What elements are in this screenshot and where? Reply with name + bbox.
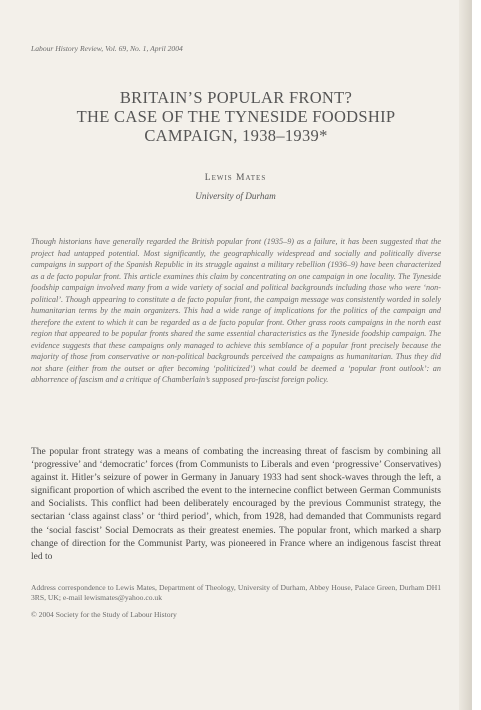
correspondence-note: Address correspondence to Lewis Mates, Department of Theology, University of Durham, Abbey House, Palace Green, Durham DH1 3RS, UK; e-mail lewismates@yahoo.co.uk bbox=[31, 583, 441, 603]
abstract: Though historians have generally regarded the British popular front (1935–9) as a failure, it has been suggested that the project had untapped potential. Most significantly, the geographically widespread and socially and politically diverse campaigns in support of the Spanish Republic in its struggle against a military rebellion (1936–9) have been characterized as a de facto popular front. This article examines this claim by concentrating on one campaign in one locality. The Tyneside foodship campaign involved many from a wide variety of social and political backgrounds including those who were ‘non-political’. Though appearing to constitute a de facto popular front, the campaign message was consistently worded in solely humanitarian terms by the main organizers. This had a wide range of implications for the politics of the campaign and therefore the extent to which it can be regarded as a de facto popular front. Other grass roots campaigns in the north east region that appeared to be popular fronts shared the same essential characteristics as the Tyneside foodship campaign. The evidence suggests that these campaigns only managed to achieve this semblance of a popular front precisely because the majority of those from conservative or non-political backgrounds perceived the campaigns as humanitarian. Thus they did not share (either from the outset or after becoming ‘politicized’) what could be deemed a ‘popular front outlook’: an abhorrence of fascism and a critique of Chamberlain’s supposed pro-fascist foreign policy. bbox=[31, 237, 441, 384]
title-line-3: CAMPAIGN, 1938–1939* bbox=[144, 126, 328, 145]
page-gutter-shadow bbox=[459, 0, 471, 710]
body-paragraph: The popular front strategy was a means of combating the increasing threat of fascism by combining all ‘progressive’ and ‘democratic’ forces (from Communists to Liberals and even ‘progressive’ Conservatives) against it. Hitler’s seizure of power in Germany in January 1933 had sent shock-waves through the left, a significant proportion of which ascribed the event to the internecine conflict between German Communists and Socialists. This conflict had been deliberately encouraged by the previous Communist strategy, the sectarian ‘class against class’ or ‘third period’, which, from 1928, had demanded that Communists regard the ‘social fascist’ Social Democrats as their greatest enemies. The popular front, which marked a sharp change of direction for the Communist Party, was pioneered in France where an indigenous fascist threat led to bbox=[31, 447, 441, 562]
author-name: Lewis Mates bbox=[204, 173, 267, 183]
copyright-line: © 2004 Society for the Study of Labour History bbox=[31, 610, 177, 619]
article-title bbox=[20, 88, 452, 145]
author-affiliation: University of Durham bbox=[195, 191, 276, 201]
title-line-1: BRITAIN’S POPULAR FRONT? bbox=[119, 88, 353, 107]
title-line-2: THE CASE OF THE TYNESIDE FOODSHIP bbox=[76, 107, 396, 126]
running-head: Labour History Review, Vol. 69, No. 1, April 2004 bbox=[31, 44, 183, 53]
